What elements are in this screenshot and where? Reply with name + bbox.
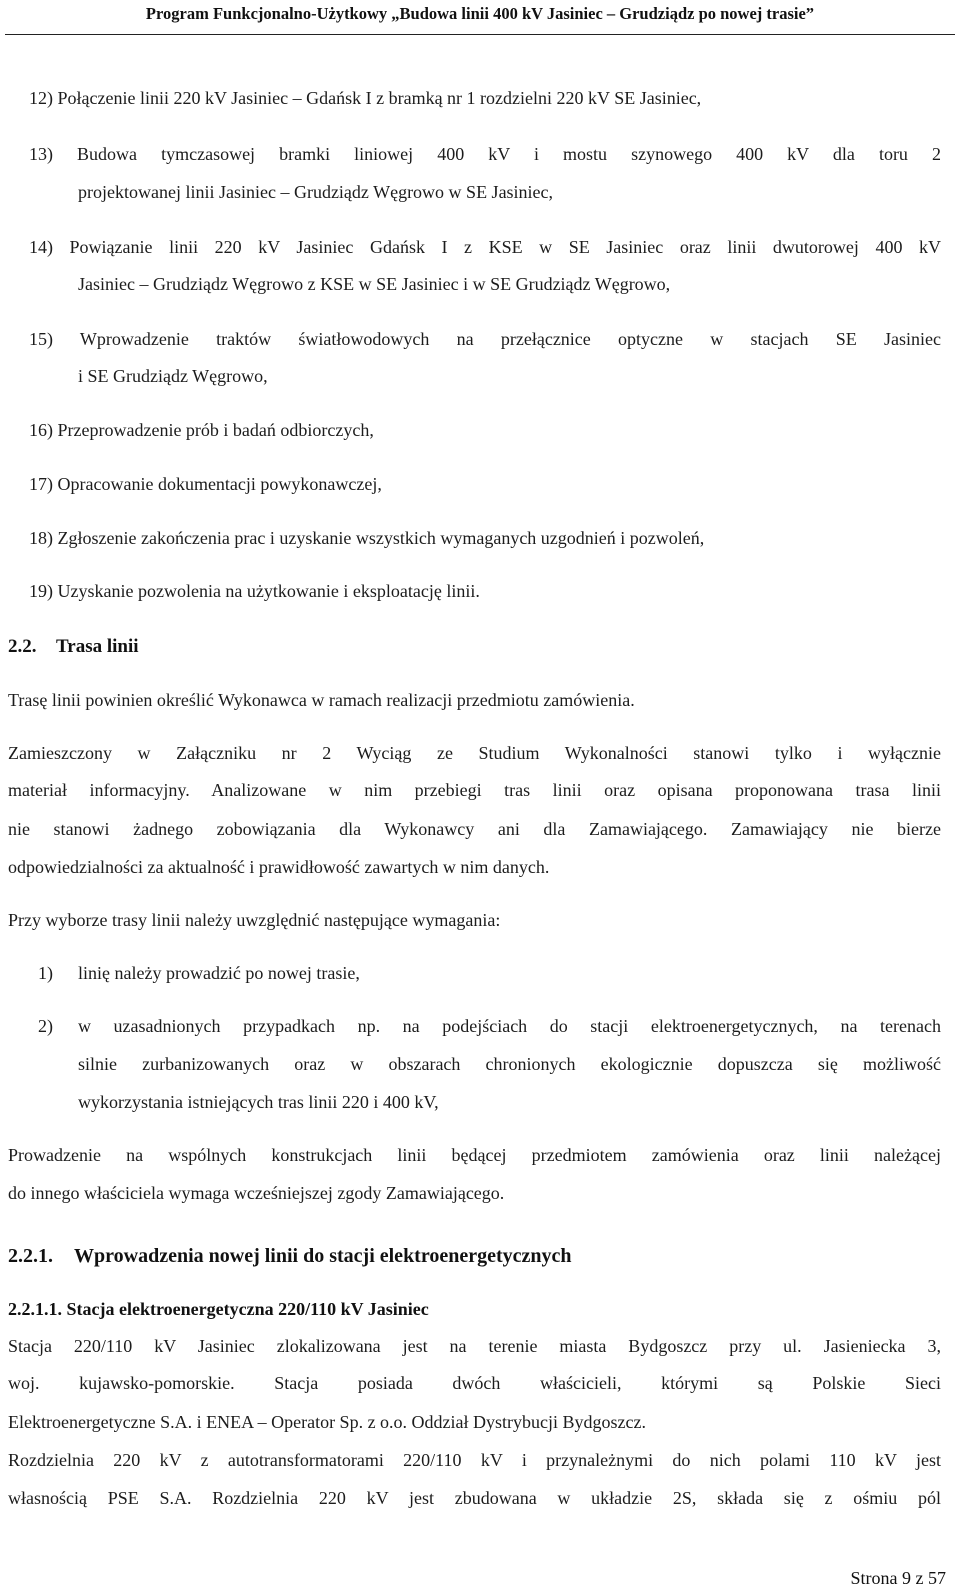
requirement-1-number: 1) xyxy=(38,963,53,983)
paragraph-attachment-line-4: odpowiedzialności za aktualność i prawidłowość zawartych w nim danych. xyxy=(8,857,550,877)
section-number: 2.2. xyxy=(8,636,37,657)
section-title: Wprowadzenia nowej linii do stacji elektroenergetycznych xyxy=(74,1245,572,1267)
list-item-13-line-2: projektowanej linii Jasiniec – Grudziądz Węgrowo w SE Jasiniec, xyxy=(78,182,554,202)
paragraph-requirements-intro: Przy wyborze trasy linii należy uwzględnić następujące wymagania: xyxy=(8,910,501,930)
section-heading-2-2-1-1 xyxy=(8,1298,429,1320)
paragraph-station-line-2: woj. kujawsko-pomorskie. Stacja posiada dwóch właścicieli, którymi są Polskie Sieci xyxy=(8,1373,941,1393)
paragraph-route-definition: Trasę linii powinien określić Wykonawca w ramach realizacji przedmiotu zamówienia. xyxy=(8,690,635,710)
list-item-17: 17) Opracowanie dokumentacji powykonawczej, xyxy=(29,474,382,494)
list-item-18: 18) Zgłoszenie zakończenia prac i uzyskanie wszystkich wymaganych uzgodnień i pozwoleń, xyxy=(29,528,705,548)
paragraph-attachment-line-1: Zamieszczony w Załączniku nr 2 Wyciąg ze Studium Wykonalności stanowi tylko i wyłącznie xyxy=(8,743,941,763)
page-header: Program Funkcjonalno-Użytkowy „Budowa linii 400 kV Jasiniec – Grudziądz po nowej trasie” xyxy=(145,4,815,23)
paragraph-station-line-3: Elektroenergetyczne S.A. i ENEA – Operator Sp. z o.o. Oddział Dystrybucji Bydgoszcz. xyxy=(8,1412,647,1432)
section-heading-2-2-1 xyxy=(8,1245,572,1267)
section-number: 2.2.1.1. xyxy=(8,1299,62,1319)
requirement-2-line-2: silnie zurbanizowanych oraz w obszarach chronionych ekologicznie dopuszcza się możliwość xyxy=(78,1054,941,1074)
section-title: Stacja elektroenergetyczna 220/110 kV Jasiniec xyxy=(66,1299,429,1319)
section-title: Trasa linii xyxy=(56,636,139,657)
section-heading-2-2 xyxy=(8,636,139,658)
paragraph-switchgear-line-1: Rozdzielnia 220 kV z autotransformatorami 220/110 kV i przynależnymi do nich polami 110 kV jest xyxy=(8,1450,941,1470)
list-item-14-line-1: 14) Powiązanie linii 220 kV Jasiniec Gdańsk I z KSE w SE Jasiniec oraz linii dwutorowej 400 kV xyxy=(29,237,941,257)
requirement-1: linię należy prowadzić po nowej trasie, xyxy=(78,963,360,983)
list-item-15-line-2: i SE Grudziądz Węgrowo, xyxy=(78,366,268,386)
section-number: 2.2.1. xyxy=(8,1245,53,1267)
paragraph-attachment-line-3: nie stanowi żadnego zobowiązania dla Wykonawcy ani dla Zamawiającego. Zamawiający nie bierze xyxy=(8,819,941,839)
list-item-16: 16) Przeprowadzenie prób i badań odbiorczych, xyxy=(29,420,374,440)
paragraph-switchgear-line-2: własnością PSE S.A. Rozdzielnia 220 kV jest zbudowana w układzie 2S, składa się z ośmiu pól xyxy=(8,1488,941,1508)
list-item-14-line-2: Jasiniec – Grudziądz Węgrowo z KSE w SE Jasiniec i w SE Grudziądz Węgrowo, xyxy=(78,274,671,294)
list-item-12: 12) Połączenie linii 220 kV Jasiniec – Gdańsk I z bramką nr 1 rozdzielni 220 kV SE Jasiniec, xyxy=(29,88,702,108)
paragraph-shared-structures-line-1: Prowadzenie na wspólnych konstrukcjach linii będącej przedmiotem zamówienia oraz linii należącej xyxy=(8,1145,941,1165)
requirement-2-line-1: w uzasadnionych przypadkach np. na podejściach do stacji elektroenergetycznych, na terenach xyxy=(78,1016,941,1036)
paragraph-attachment-line-2: materiał informacyjny. Analizowane w nim przebiegi tras linii oraz opisana proponowana trasa linii xyxy=(8,780,941,800)
header-divider xyxy=(5,34,955,35)
paragraph-shared-structures-line-2: do innego właściciela wymaga wcześniejszej zgody Zamawiającego. xyxy=(8,1183,505,1203)
list-item-19: 19) Uzyskanie pozwolenia na użytkowanie i eksploatację linii. xyxy=(29,581,480,601)
list-item-13-line-1: 13) Budowa tymczasowej bramki liniowej 400 kV i mostu szynowego 400 kV dla toru 2 xyxy=(29,144,941,164)
paragraph-station-line-1: Stacja 220/110 kV Jasiniec zlokalizowana jest na terenie miasta Bydgoszcz przy ul. Jasieniecka 3, xyxy=(8,1336,941,1356)
page-number: Strona 9 z 57 xyxy=(850,1568,946,1588)
requirement-2-line-3: wykorzystania istniejących tras linii 220 i 400 kV, xyxy=(78,1092,439,1112)
list-item-15-line-1: 15) Wprowadzenie traktów światłowodowych na przełącznice optyczne w stacjach SE Jasiniec xyxy=(29,329,941,349)
requirement-2-number: 2) xyxy=(38,1016,53,1036)
